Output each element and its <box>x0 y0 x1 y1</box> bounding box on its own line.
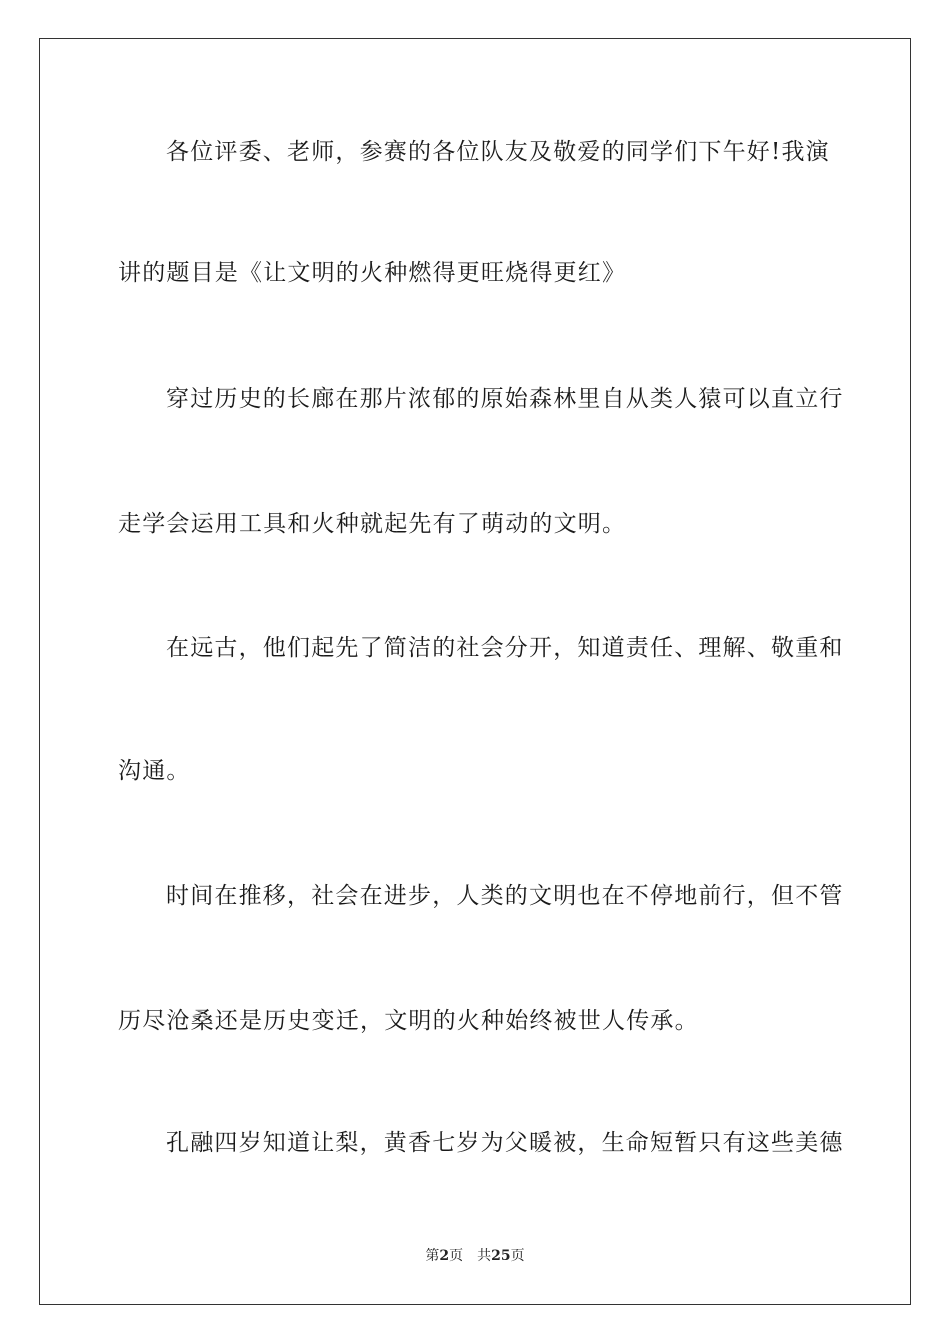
footer-total-prefix: 共 <box>477 1248 492 1264</box>
page-frame <box>39 38 911 1305</box>
footer-page-number: 2 <box>439 1248 450 1264</box>
paragraph-line: 时间在推移，社会在进步，人类的文明也在不停地前行，但不管 <box>166 883 844 909</box>
paragraph-line: 历尽沧桑还是历史变迁，文明的火种始终被世人传承。 <box>118 1008 699 1034</box>
footer-page-suffix: 页 <box>449 1248 464 1264</box>
paragraph-line: 走学会运用工具和火种就起先有了萌动的文明。 <box>118 511 627 537</box>
paragraph-line: 孔融四岁知道让梨，黄香七岁为父暖被，生命短暂只有这些美德 <box>166 1130 844 1156</box>
paragraph-line: 讲的题目是《让文明的火种燃得更旺烧得更红》 <box>118 260 627 286</box>
footer-total-suffix: 页 <box>510 1248 525 1264</box>
footer-page-prefix: 第 <box>425 1248 440 1264</box>
footer-total-pages: 25 <box>491 1248 511 1264</box>
paragraph-line: 在远古，他们起先了简洁的社会分开，知道责任、理解、敬重和 <box>166 635 844 661</box>
paragraph-line: 沟通。 <box>118 758 191 784</box>
page-footer <box>0 1246 950 1266</box>
paragraph-line: 穿过历史的长廊在那片浓郁的原始森林里自从类人猿可以直立行 <box>166 386 844 412</box>
paragraph-line: 各位评委、老师，参赛的各位队友及敬爱的同学们下午好!我演 <box>166 139 830 165</box>
